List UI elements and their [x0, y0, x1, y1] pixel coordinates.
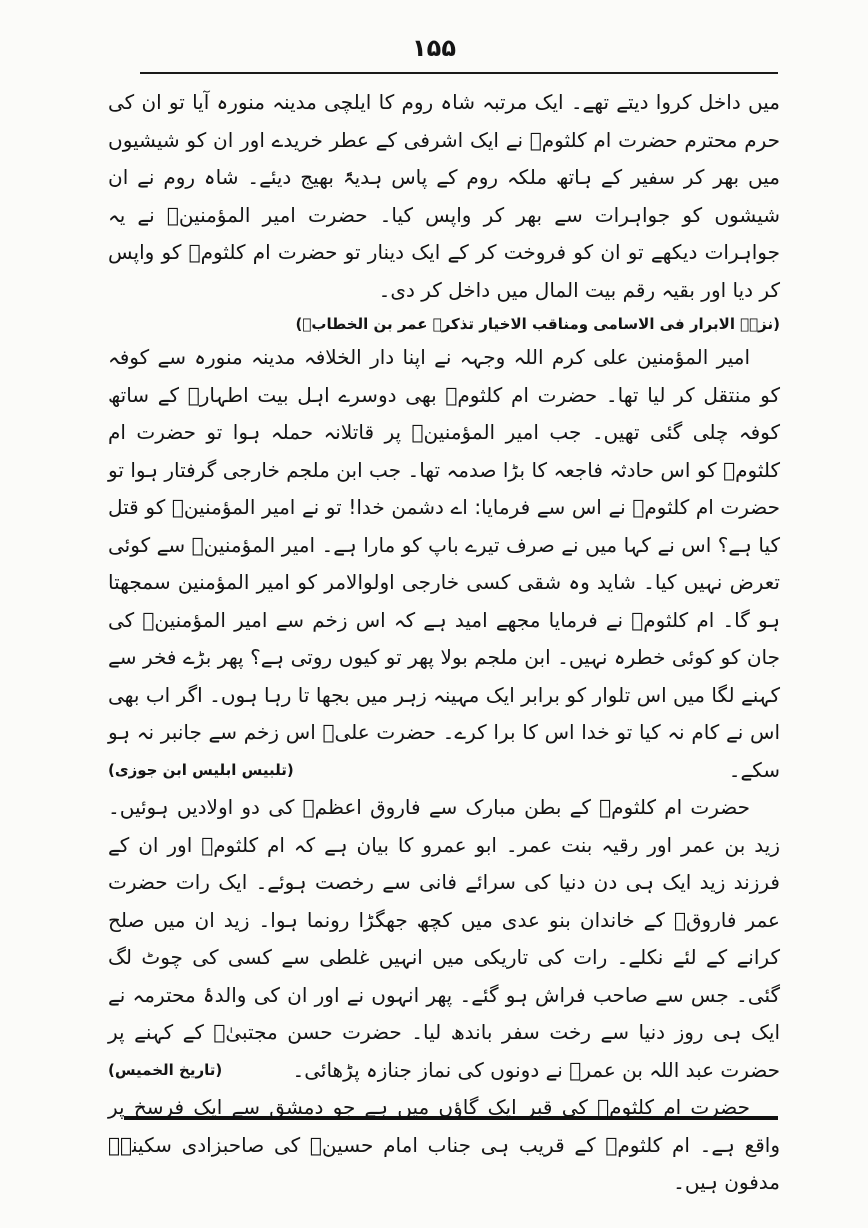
page-body: [108, 84, 780, 1202]
paragraph-2: [108, 339, 780, 789]
paragraph-2-text: امیر المؤمنین علی کرم اللہ وجہہ نے اپنا دار الخلافہ مدینہ منورہ سے کوفہ کو منتقل کر لیا تھا۔ حضرت ام کلثومؓ بھی دوسرے اہل بیت اطہارؓ کے ساتھ کوفہ چلی گئی تھیں۔ جب امیر المؤمنینؓ پر قاتلانہ حملہ ہوا تو حضرت ام کلثومؓ کو اس حادثہ فاجعہ کا بڑا صدمہ تھا۔ جب ابن ملجم خارجی گرفتار ہوا تو حضرت ام کلثومؓ نے اس سے فرمایا: اے دشمن خدا! تو نے امیر المؤمنینؓ کو قتل کیا ہے؟ اس نے کہا میں نے صرف تیرے باپ کو مارا ہے۔ امیر المؤمنینؓ سے کوئی تعرض نہیں کیا۔ شاید وہ شقی کسی خارجی اولوالامر کو امیر المؤمنین سمجھتا ہو گا۔ ام کلثومؓ نے فرمایا مجھے امید ہے کہ اس زخم سے امیر المؤمنینؓ کی جان کو کوئی خطرہ نہیں۔ ابن ملجم بولا پھر تو کیوں روتی ہے؟ پھر بڑے فخر سے کہنے لگا میں اس تلوار کو برابر ایک مہینہ زہر میں بجھا تا رہا ہوں۔ اگر اب بھی اس نے کام نہ کیا تو خدا اس کا برا کرے۔ حضرت علیؓ اس زخم سے جانبر نہ ہو سکے۔: [108, 345, 780, 782]
citation-talbees: (تلبیس ابلیس ابن جوزی): [108, 760, 294, 779]
paragraph-4: حضرت ام کلثومؓ کی قبر ایک گاؤں میں ہے جو دمشق سے ایک فرسخ پر واقع ہے۔ ام کلثومؓ کے قریب ہی جناب امام حسینؓ کی صاحبزادی سکینہؓ مدفون ہیں۔: [108, 1095, 780, 1194]
paragraph-3: [108, 789, 780, 1089]
citation-tareekh: (تاریخ الخمیس): [108, 1060, 223, 1079]
paragraph-1: میں داخل کروا دیتے تھے۔ ایک مرتبہ شاہ روم کا ایلچی مدینہ منورہ آیا تو ان کی حرم محترم حضرت ام کلثومؓ نے ایک اشرفی کے عطر خریدے اور ان کو شیشیوں میں بھر کر سفیر کے ہاتھ ملکہ روم کے پاس ہدیۃً بھیج دیئے۔ شاہ روم نے ان شیشوں کو جواہرات سے بھر کر واپس کیا۔ حضرت امیر المؤمنینؓ نے یہ جواہرات دیکھے تو ان کو فروخت کر کے ایک دینار تو حضرت ام کلثومؓ کو واپس کر دیا اور بقیہ رقم بیت المال میں داخل کر دی۔: [108, 90, 780, 302]
citation-nuzhat: (نزہۃ الابرار فی الاسامی ومناقب الاخیار تذکرۂ عمر بن الخطابؓ): [295, 315, 780, 333]
paragraph-3-text: حضرت ام کلثومؓ کے بطن مبارک سے فاروق اعظمؓ کی دو اولادیں ہوئیں۔ زید بن عمر اور رقیہ بنت عمر۔ ابو عمرو کا بیان ہے کہ ام کلثومؓ اور ان کے فرزند زید ایک ہی دن دنیا کی سرائے فانی سے رخصت ہوئے۔ ایک رات حضرت عمر فاروقؓ کے خاندان بنو عدی میں کچھ جھگڑا رونما ہوا۔ زید ان میں صلح کرانے کے لئے نکلے۔ رات کی تاریکی میں انہیں غلطی سے کسی کی چوٹ لگ گئی۔ جس سے صاحب فراش ہو گئے۔ پھر انہوں نے اور ان کی والدۂ محترمہ نے ایک ہی روز دنیا سے رخت سفر باندھ لیا۔ حضرت حسن مجتبیٰؓ کے کہنے پر حضرت عبد اللہ بن عمرؓ نے دونوں کی نماز جنازہ پڑھائی۔: [108, 795, 780, 1082]
page-number: ١۵۵: [412, 34, 456, 62]
bottom-rule: [124, 1116, 778, 1120]
top-rule: [140, 72, 778, 74]
